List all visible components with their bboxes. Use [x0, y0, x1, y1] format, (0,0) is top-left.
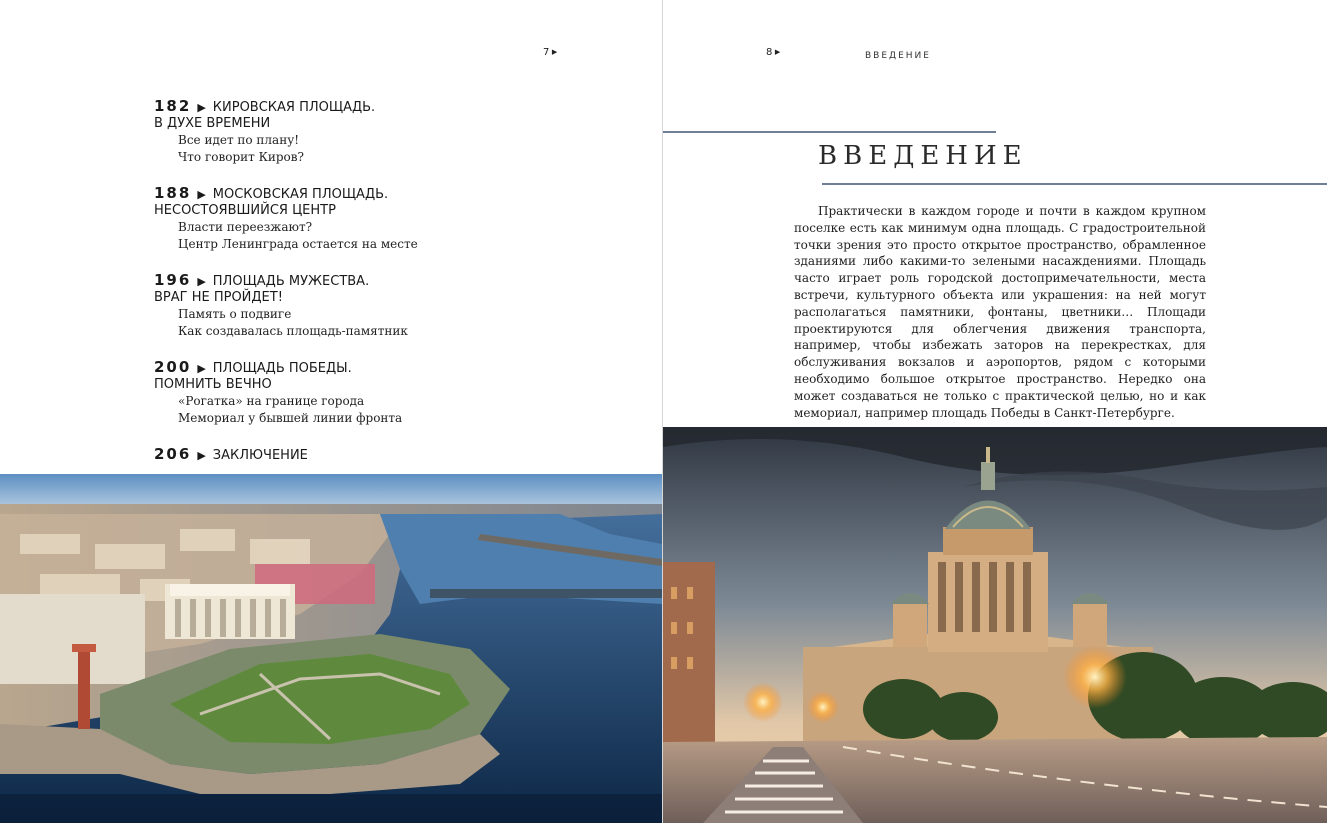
toc-page-number: 182 [154, 97, 192, 115]
toc-arrow-icon: ▶ [197, 275, 206, 288]
toc-arrow-icon: ▶ [197, 449, 206, 462]
left-page-number-value: 7 [543, 47, 550, 58]
chapter-title: ВВЕДЕНИЕ [818, 141, 1028, 171]
right-page-number [766, 47, 781, 58]
cathedral-photo [663, 427, 1327, 823]
toc-entry [154, 272, 614, 340]
toc-title-line1: ЗАКЛЮЧЕНИЕ [212, 448, 308, 463]
toc-entry [154, 446, 614, 464]
toc-arrow-icon: ▶ [197, 188, 206, 201]
toc-title-line1: ПЛОЩАДЬ ПОБЕДЫ. [212, 361, 352, 376]
toc-subentry: Память о подвиге [178, 307, 292, 321]
toc-subentry: Власти переезжают? [178, 220, 313, 234]
page-arrow-icon: ▶ [551, 48, 558, 56]
intro-paragraph: Практически в каждом городе и почти в каждом крупном поселке есть как минимум одна площадь. С градостроительной точки зрения это просто открытое пространство, обрамленное зданиями либо какими-то зелеными насаждениями. Площадь часто играет роль городской достопримечательности, места встречи, культурного объекта или украшения: на ней могут располагаться памятники, фонтаны, цветники… Площади проектируются для облегчения движения транспорта, например, чтобы избежать заторов на перекрестках, для обслуживания вокзалов и аэропортов, рядом с которыми необходимо большое открытое пространство. Нередко она может создаваться не только с практической целью, но и как мемориал, например площадь Победы в Санкт-Петербурге. [794, 204, 1206, 420]
toc-subentry: Как создавалась площадь-памятник [178, 324, 408, 338]
toc-title-line1: МОСКОВСКАЯ ПЛОЩАДЬ. [212, 187, 389, 202]
toc-page-number: 188 [154, 184, 192, 202]
toc-subentry: Мемориал у бывшей линии фронта [178, 411, 403, 425]
toc-title-line2: ВРАГ НЕ ПРОЙДЕТ! [154, 290, 283, 305]
toc-page-number: 200 [154, 358, 192, 376]
toc-title-line2: В ДУХЕ ВРЕМЕНИ [154, 116, 271, 131]
toc-entry [154, 359, 614, 427]
toc-subentry: «Рогатка» на границе города [178, 394, 365, 408]
toc-title-line2: ПОМНИТЬ ВЕЧНО [154, 377, 272, 392]
toc-arrow-icon: ▶ [197, 362, 206, 375]
title-rule-top [663, 131, 996, 133]
page-arrow-icon: ▶ [774, 48, 781, 56]
left-page-number [543, 47, 558, 58]
title-rule-bottom [822, 183, 1327, 185]
toc-page-number: 196 [154, 271, 192, 289]
toc-page-number: 206 [154, 445, 192, 463]
toc-subentry: Что говорит Киров? [178, 150, 304, 164]
toc-subentry: Все идет по плану! [178, 133, 300, 147]
toc-title-line1: КИРОВСКАЯ ПЛОЩАДЬ. [212, 100, 376, 115]
toc-title-line1: ПЛОЩАДЬ МУЖЕСТВА. [212, 274, 370, 289]
right-page [663, 0, 1327, 823]
toc-entry [154, 185, 614, 253]
toc-subentry: Центр Ленинграда остается на месте [178, 237, 418, 251]
left-page [0, 0, 662, 823]
toc-title-line2: НЕСОСТОЯВШИЙСЯ ЦЕНТР [154, 203, 336, 218]
aerial-city-photo [0, 474, 662, 823]
right-page-number-value: 8 [766, 47, 773, 58]
running-head: ВВЕДЕНИЕ [865, 51, 931, 61]
toc-entry [154, 98, 614, 166]
toc-arrow-icon: ▶ [197, 101, 206, 114]
table-of-contents [154, 98, 614, 483]
